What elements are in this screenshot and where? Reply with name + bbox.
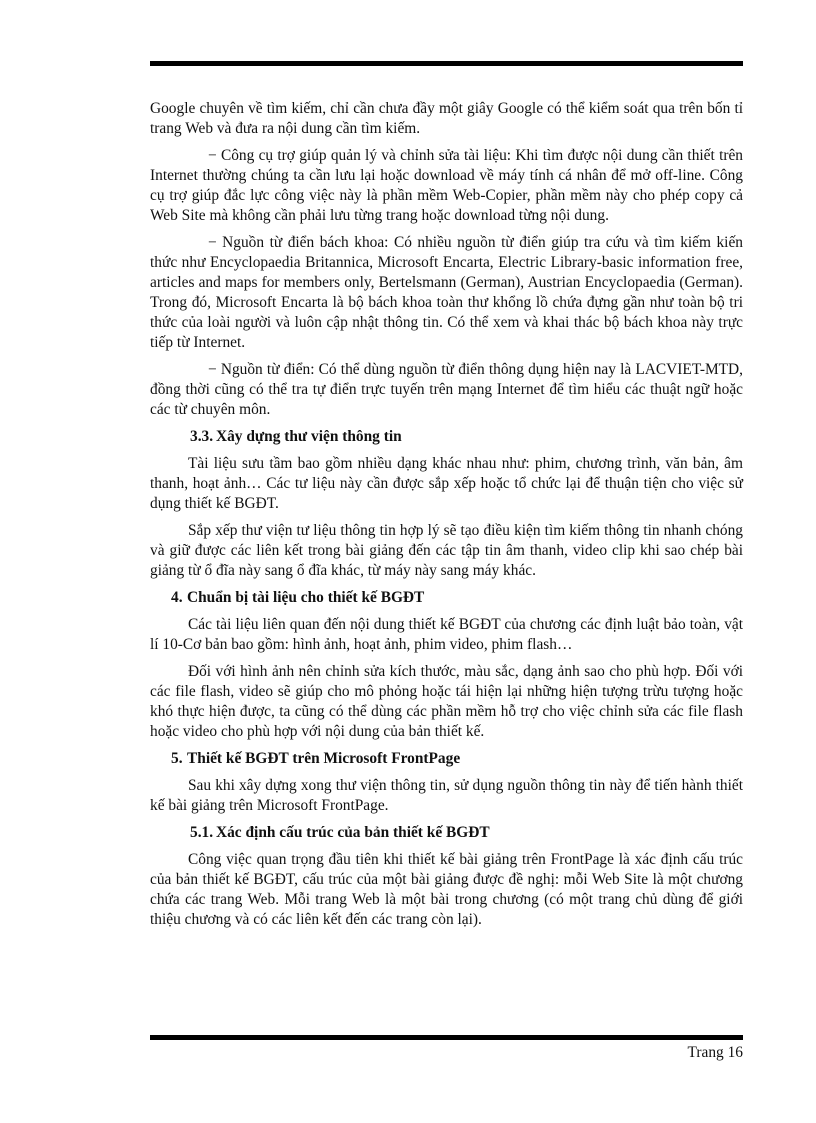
paragraph: Sắp xếp thư viện tư liệu thông tin hợp lý sẽ tạo điều kiện tìm kiếm thông tin nhanh chóng và giữ được các liên kết trong bài giảng đến các tập tin âm thanh, video clip khi sao chép bài giảng từ ổ đĩa này sang ổ đĩa khác, từ máy này sang máy khác. <box>150 522 743 579</box>
paragraph-encyclopedia: − Nguồn từ điển bách khoa: Có nhiều nguồn từ điển giúp tra cứu và tìm kiếm kiến thức như Encyclopaedia Britannica, Microsoft Encarta, Electric Library-basic information free, articles and maps for members only, Bertelsmann (German), Austrian Encyclopaedia (German). Trong đó, Microsoft Encarta là bộ bách khoa toàn thư khổng lồ chứa đựng gần như toàn bộ tri thức của loài người và luôn cập nhật thông tin. Có thể xem và khai thác bộ bách khoa này trực tiếp từ Internet. <box>150 234 743 351</box>
page-number: Trang 16 <box>687 1044 743 1061</box>
paragraph: Google chuyên về tìm kiếm, chỉ cần chưa đầy một giây Google có thể kiểm soát qua trên bốn tỉ trang Web và đưa ra nội dung cần tìm kiếm. <box>150 100 743 137</box>
paragraph: Tài liệu sưu tầm bao gồm nhiều dạng khác nhau như: phim, chương trình, văn bản, âm thanh, hoạt ảnh… Các tư liệu này cần được sắp xếp hoặc tổ chức lại để thuận tiện cho việc sử dụng thiết kế BGĐT. <box>150 455 743 512</box>
section-heading-3-3: 3.3. Xây dựng thư viện thông tin <box>190 428 402 445</box>
section-heading-5-1: 5.1. Xác định cấu trúc của bản thiết kế BGĐT <box>190 824 490 841</box>
paragraph: Công việc quan trọng đầu tiên khi thiết kế bài giảng trên FrontPage là xác định cấu trúc của bản thiết kế BGĐT, cấu trúc của một bài giảng được đề nghị: mỗi Web Site là một chương chứa các trang Web. Mỗi trang Web là một bài trong chương (có một trang chủ dùng để giới thiệu chương và có các liên kết đến các trang còn lại). <box>150 851 743 928</box>
paragraph: Các tài liệu liên quan đến nội dung thiết kế BGĐT của chương các định luật bảo toàn, vật lí 10-Cơ bản bao gồm: hình ảnh, hoạt ảnh, phim video, phim flash… <box>150 616 743 653</box>
section-heading-4: 4. Chuẩn bị tài liệu cho thiết kế BGĐT <box>171 589 425 606</box>
section-heading-5: 5. Thiết kế BGĐT trên Microsoft FrontPage <box>171 750 461 767</box>
header-rule <box>150 61 743 66</box>
paragraph: Đối với hình ảnh nên chỉnh sửa kích thước, màu sắc, dạng ảnh sao cho phù hợp. Đối với các file flash, video sẽ giúp cho mô phỏng hoặc tái hiện lại những hiện tượng trừu tượng hoặc khó thực hiện được, ta cũng có thể dùng các phần mềm hỗ trợ cho việc chỉnh sửa các file flash hoặc video cho phù hợp với nội dung của bản thiết kế. <box>150 663 743 740</box>
paragraph-web-copier: − Công cụ trợ giúp quản lý và chỉnh sửa tài liệu: Khi tìm được nội dung cần thiết trên Internet thường chúng ta cần lưu lại hoặc download về máy tính cá nhân để mở off-line. Công cụ trợ giúp đắc lực công việc này là phần mềm Web-Copier, phần mềm này cho phép copy cả Web Site mà không cần phải lưu từng trang hoặc download từng nội dung. <box>150 147 743 224</box>
paragraph-dictionary: − Nguồn từ điển: Có thể dùng nguồn từ điển thông dụng hiện nay là LACVIET-MTD, đồng thời cũng có thể tra tự điển trực tuyến trên mạng Internet để tìm hiểu các thuật ngữ hoặc các từ chuyên môn. <box>150 361 743 418</box>
footer-rule <box>150 1035 743 1040</box>
paragraph: Sau khi xây dựng xong thư viện thông tin, sử dụng nguồn thông tin này để tiến hành thiết kế bài giảng trên Microsoft FrontPage. <box>150 777 743 814</box>
document-body <box>150 99 743 930</box>
